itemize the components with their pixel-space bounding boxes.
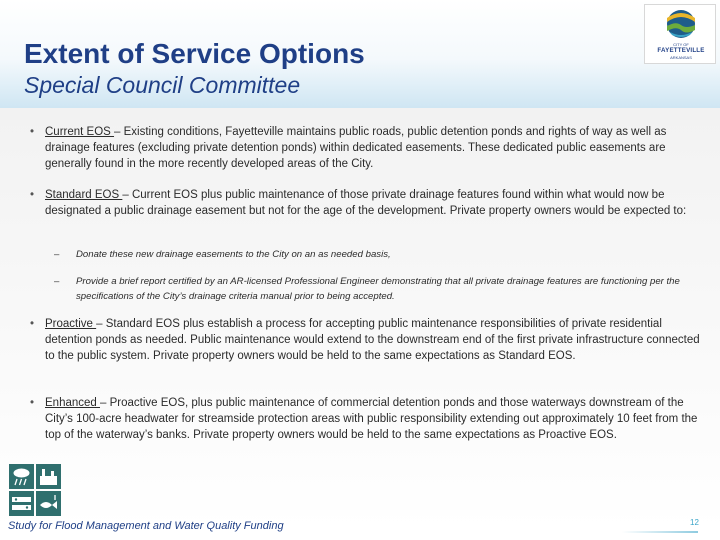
sub-item-dash: – — [54, 276, 60, 287]
bullet-marker: • — [30, 318, 35, 330]
sub-item-dash: – — [54, 249, 60, 260]
bullet-term: Enhanced — [45, 397, 100, 409]
city-logo-icon — [666, 8, 696, 40]
page-number: 12 — [690, 518, 699, 527]
pipe-drain-icon — [9, 491, 34, 516]
bullet-text — [45, 316, 705, 365]
bullet-description: – Proactive EOS, plus public maintenance of commercial detention ponds and those waterways downstream of the City’s 100-acre headwater for streamside protection areas with public responsibility extending out approximately 10 feet from the top of the waterway’s banks. Private property owners would be held to the same expectations as Proactive EOS. — [45, 397, 698, 442]
bullet-description: – Current EOS plus public maintenance of those private drainage features found within what would now be designated a public drainage easement but not for the age of the development. Private property owners would be expected to: — [45, 189, 687, 218]
bullet-description: – Standard EOS plus establish a process for accepting public maintenance responsibilities of private residential detention ponds as needed. Public maintenance would extend to the downstream end of the first private infrastructure connected to the public system. Private property owners would be held to the same expectations as Standard EOS. — [45, 318, 700, 363]
rain-cloud-icon — [9, 464, 34, 489]
footer-divider — [622, 531, 698, 533]
factory-icon — [36, 464, 61, 489]
fish-plant-icon — [36, 491, 61, 516]
city-logo — [644, 4, 716, 64]
bullet-marker: • — [30, 126, 35, 138]
bullet-text — [45, 187, 705, 219]
bullet-term: Proactive — [45, 318, 97, 330]
page-subtitle: Special Council Committee — [24, 72, 301, 98]
sub-item-text: Provide a brief report certified by an AR-licensed Professional Engineer demonstrating that all private drainage features are functioning per the specifications of the City’s drainage criteria manual prior to being accepted. — [76, 276, 680, 302]
sub-item-text: Donate these new drainage easements to the City on an as needed basis, — [76, 249, 391, 260]
page-title: Extent of Service Options — [24, 38, 365, 69]
bullet-marker: • — [30, 189, 35, 201]
bullet-text — [45, 395, 705, 444]
bullet-term: Standard EOS — [45, 189, 123, 201]
bullet-text — [45, 124, 705, 173]
logo-name-label: FAYETTEVILLE — [657, 47, 705, 54]
slide-header — [0, 0, 720, 108]
footer-study-title: Study for Flood Management and Water Quality Funding — [8, 520, 284, 532]
bullet-term: Current EOS — [45, 126, 115, 138]
bullet-marker: • — [30, 397, 35, 409]
logo-city-label: CITY OF — [673, 42, 689, 47]
bullet-description: – Existing conditions, Fayetteville maintains public roads, public detention ponds and rights of way as well as drainage features (excluding private detention ponds) within dedicated easements. These dedicated public easements are generally found in the more recently developed areas of the City. — [45, 126, 667, 171]
logo-state-label: ARKANSAS — [670, 55, 692, 60]
water-quality-icon-grid — [9, 464, 61, 516]
